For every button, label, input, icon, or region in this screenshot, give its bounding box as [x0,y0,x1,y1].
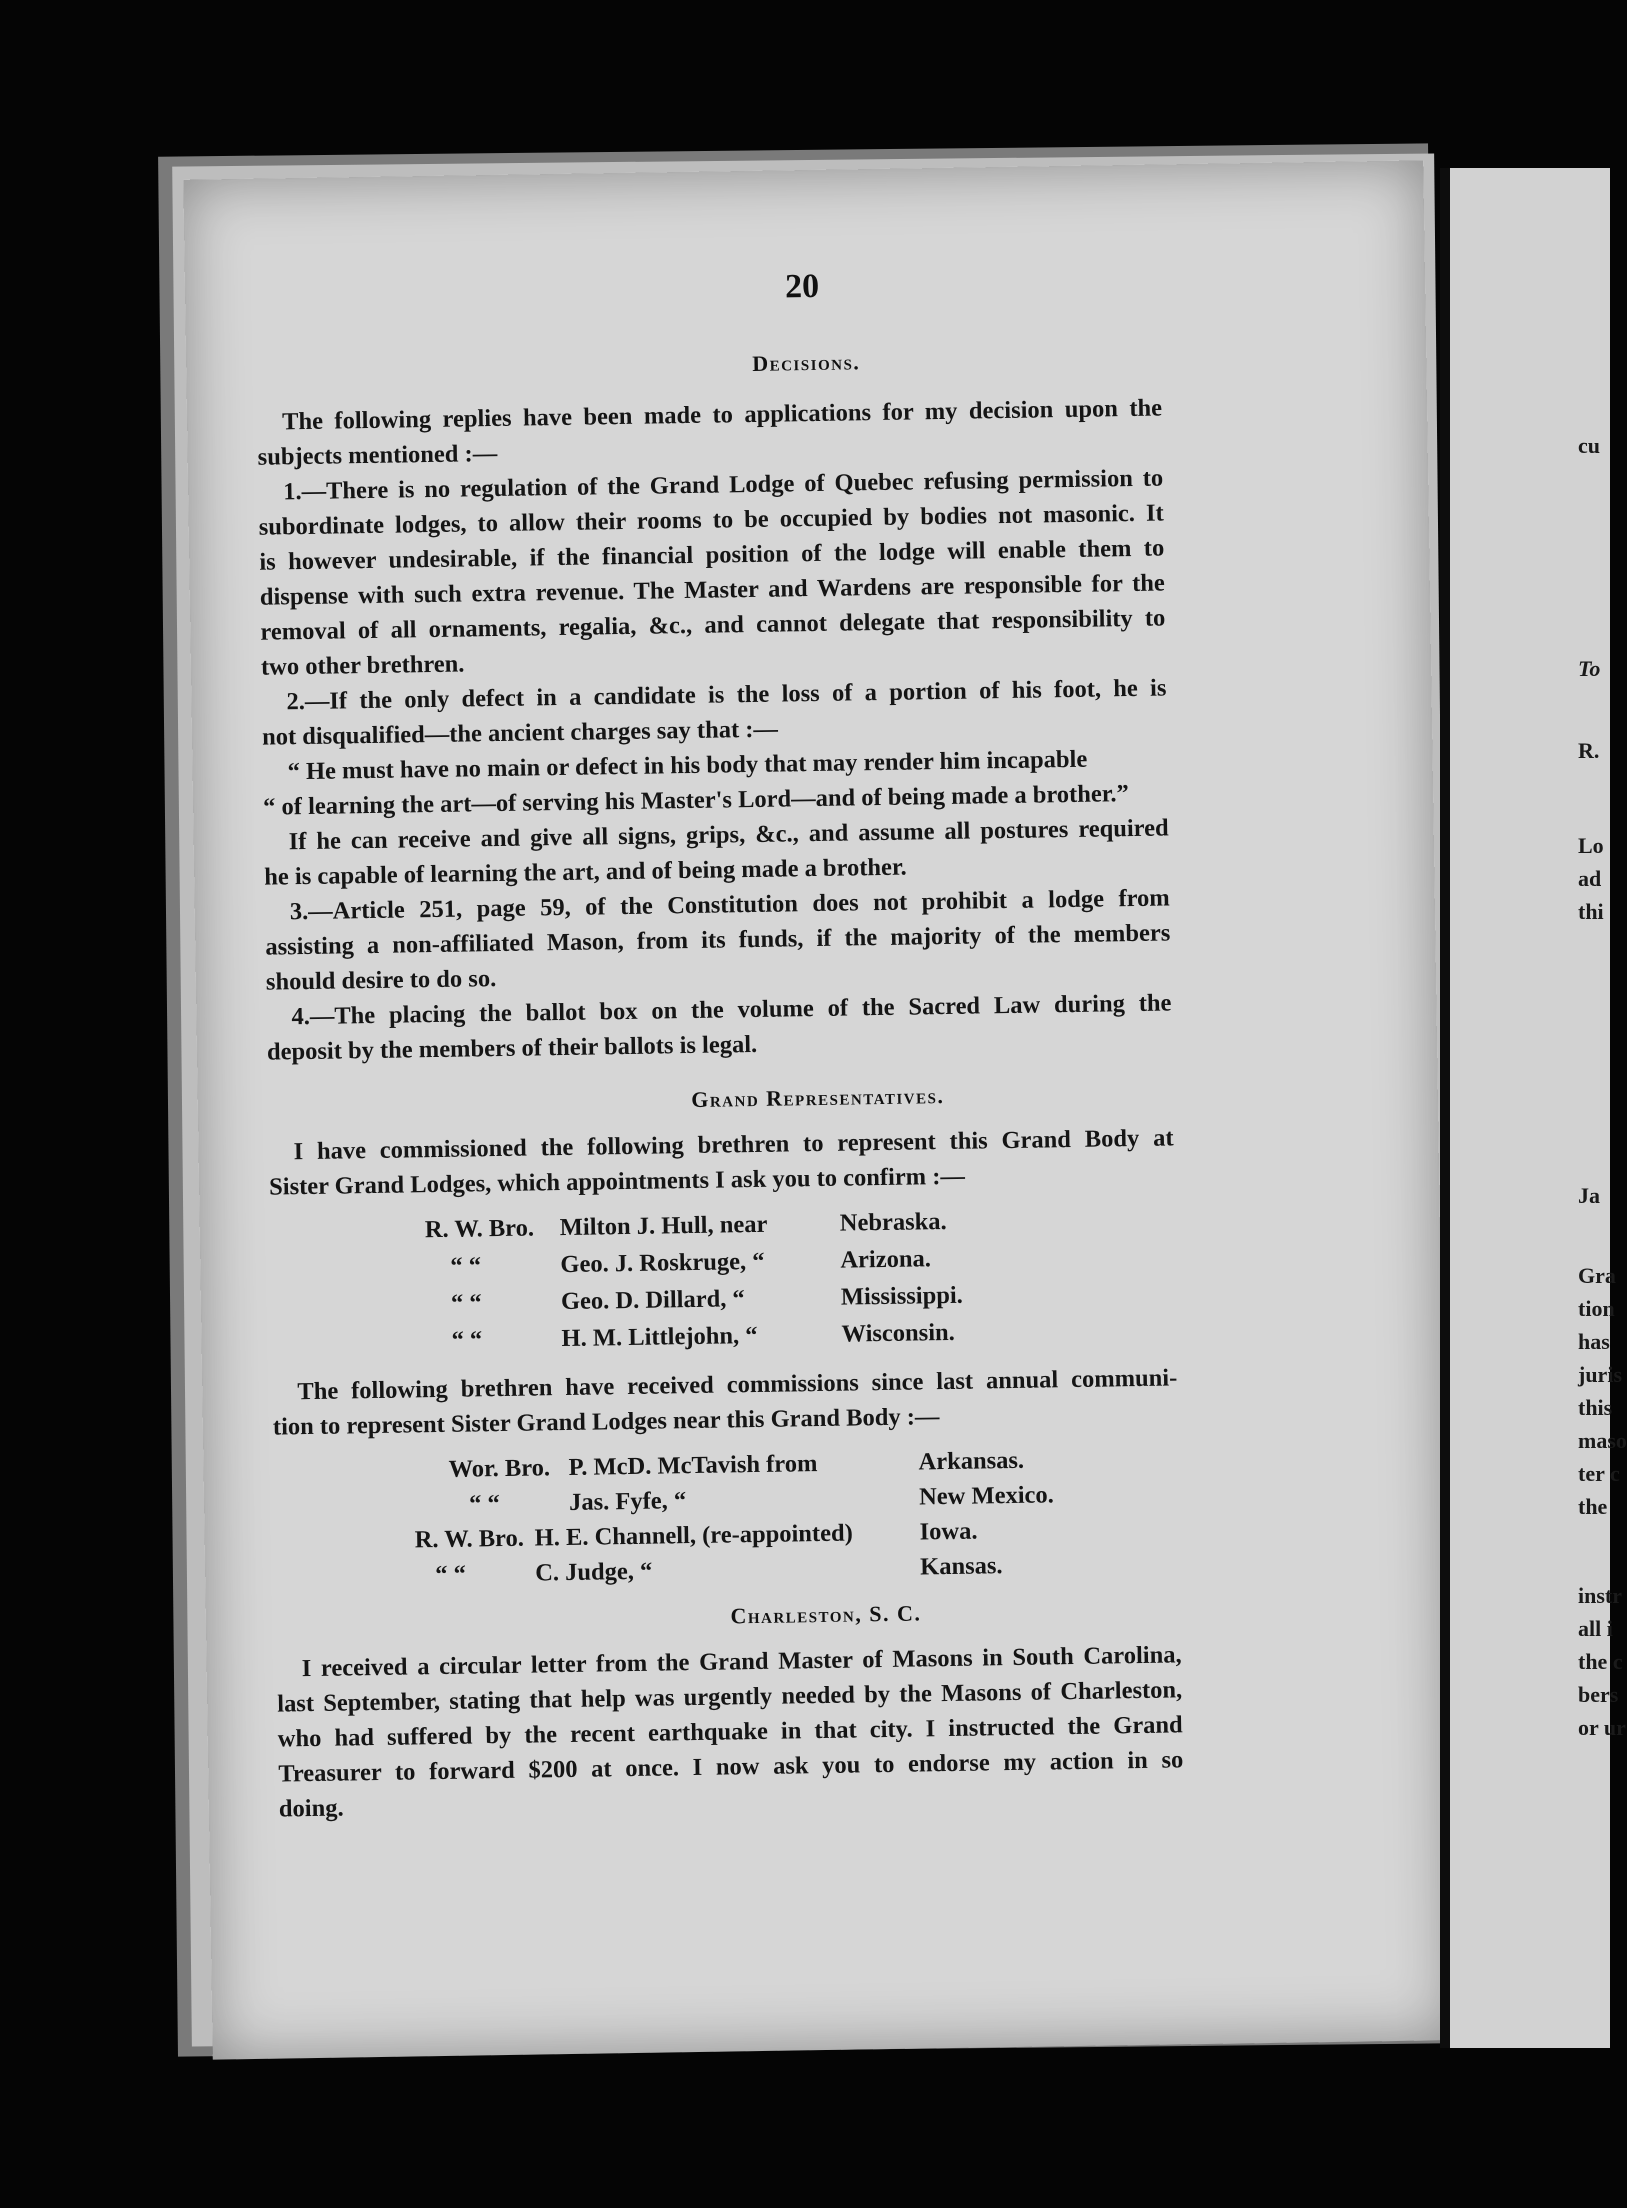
decisions-line-1: subjects mentioned :— [257,439,498,471]
commissioned-row-2-place: Mississippi. [840,1281,964,1311]
commissioned-row-2-name: Geo. D. Dillard, “ [560,1285,745,1316]
received-intro-line-0: The following brethren have received commissions since last annual communi- [297,1364,1178,1406]
commissioned-row-0-title: R. W. Bro. [424,1214,535,1244]
edge-fragment-19: or ur [1578,1715,1626,1740]
facing-page-edge [1440,168,1627,2048]
received-row-1-title: “ “ [468,1490,500,1518]
edge-fragment-0: cu [1578,433,1600,458]
decisions-line-0: The following replies have been made to applications for my decision upon the [281,394,1163,436]
commissioned-row-3-title: “ “ [451,1326,483,1354]
edge-fragment-16: all i [1578,1616,1613,1641]
decisions-line-15: assisting a non-affiliated Mason, from its funds, if the majority of the members [265,919,1171,961]
received-intro-line-1: tion to represent Sister Grand Lodges near this Grand Body :— [272,1403,940,1441]
received-row-2-place: Iowa. [919,1517,978,1546]
decisions-line-17: 4.—The placing the ballot box on the volume of the Sacred Law during the [291,989,1172,1031]
decisions-line-16: should desire to do so. [265,965,497,996]
received-row-3-place: Kansas. [919,1552,1003,1581]
charleston-line-1: last September, stating that help was urgently needed by the Masons of Charleston, [277,1676,1183,1718]
commissioned-row-2-title: “ “ [450,1289,482,1317]
decisions-line-6: removal of all ornaments, regalia, &c., and cannot delegate that responsibility to [260,604,1166,646]
edge-fragment-5: thi [1578,899,1604,924]
charleston-line-4: doing. [278,1794,344,1823]
decisions-line-12: If he can receive and give all signs, grips, &c., and assume all postures required [288,814,1169,856]
edge-fragment-2: R. [1578,738,1600,763]
received-row-2-title: R. W. Bro. [414,1524,525,1554]
edge-fragment-14: the [1578,1494,1608,1519]
edge-fragment-6: Ja [1578,1183,1600,1208]
edge-fragment-18: bers [1578,1682,1619,1707]
commissioned-row-3-name: H. M. Littlejohn, “ [561,1321,758,1353]
edge-fragment-1: To [1578,656,1601,681]
representatives-intro-line-1: Sister Grand Lodges, which appointments I ask you to confirm :— [268,1162,966,1201]
decisions-heading: Decisions. [752,349,861,376]
commissioned-row-1-name: Geo. J. Roskruge, “ [560,1247,765,1279]
representatives-intro-line-0: I have commissioned the following brethren to represent this Grand Body at [293,1124,1174,1166]
received-row-1-name: Jas. Fyfe, “ [568,1487,687,1516]
edge-fragment-8: tion [1578,1296,1615,1321]
received-row-1-place: New Mexico. [918,1481,1054,1511]
received-row-3-title: “ “ [435,1560,467,1589]
received-row-2-name: H. E. Channell, (re-appointed) [534,1519,853,1552]
decisions-line-4: is however undesirable, if the financial position of the lodge will enable them to [259,534,1165,576]
edge-fragment-13: ter c [1578,1461,1620,1486]
received-row-0-place: Arkansas. [918,1446,1025,1476]
decisions-line-3: subordinate lodges, to allow their rooms to be occupied by bodies not masonic. It [258,499,1164,541]
edge-fragment-9: has [1578,1329,1610,1354]
edge-fragment-12: maso [1578,1428,1627,1453]
edge-fragment-11: this [1578,1395,1613,1420]
edge-fragment-15: instr [1578,1583,1622,1608]
commissioned-row-0-name: Milton J. Hull, near [559,1210,768,1242]
decisions-line-13: he is capable of learning the art, and of being made a brother. [264,853,907,891]
received-row-0-title: Wor. Bro. [448,1454,551,1483]
page-number: 20 [784,267,820,306]
edge-fragment-4: ad [1578,866,1602,891]
charleston-line-0: I received a circular letter from the Grand Master of Masons in South Carolina, [301,1641,1182,1683]
commissioned-row-0-place: Nebraska. [839,1207,947,1237]
commissioned-row-1-place: Arizona. [840,1245,932,1274]
commissioned-row-1-title: “ “ [450,1252,482,1280]
decisions-line-5: dispense with such extra revenue. The Master and Wardens are responsible for the [259,569,1165,611]
edge-fragment-10: juris [1578,1362,1622,1387]
decisions-line-11: “ of learning the art—of serving his Master's Lord—and of being made a brother.” [262,780,1129,821]
charleston-line-3: Treasurer to forward $200 at once. I now ask you to endorse my action in so [278,1746,1184,1788]
edge-fragment-3: Lo [1578,833,1604,858]
charleston-heading: Charleston, S. C. [730,1600,922,1629]
decisions-line-14: 3.—Article 251, page 59, of the Constitution does not prohibit a lodge from [289,884,1170,926]
decisions-line-18: deposit by the members of their ballots is legal. [266,1030,758,1066]
edge-fragment-7: Gra [1578,1263,1616,1288]
charleston-line-2: who had suffered by the recent earthquake in that city. I instructed the Grand [277,1711,1183,1753]
decisions-line-10: “ He must have no main or defect in his body that may render him incapable [287,745,1088,786]
decisions-line-2: 1.—There is no regulation of the Grand Lodge of Quebec refusing permission to [283,464,1164,506]
decisions-line-7: two other brethren. [260,650,465,681]
received-row-3-name: C. Judge, “ [535,1557,653,1587]
grand-representatives-heading: Grand Representatives. [691,1083,945,1112]
decisions-line-9: not disqualified—the ancient charges say that :— [261,715,779,751]
document-page [183,160,1452,2059]
received-row-0-name: P. McD. McTavish from [568,1450,818,1481]
commissioned-row-3-place: Wisconsin. [841,1318,955,1348]
edge-fragment-17: the c [1578,1649,1623,1674]
decisions-line-8: 2.—If the only defect in a candidate is the loss of a portion of his foot, he is [286,674,1167,716]
